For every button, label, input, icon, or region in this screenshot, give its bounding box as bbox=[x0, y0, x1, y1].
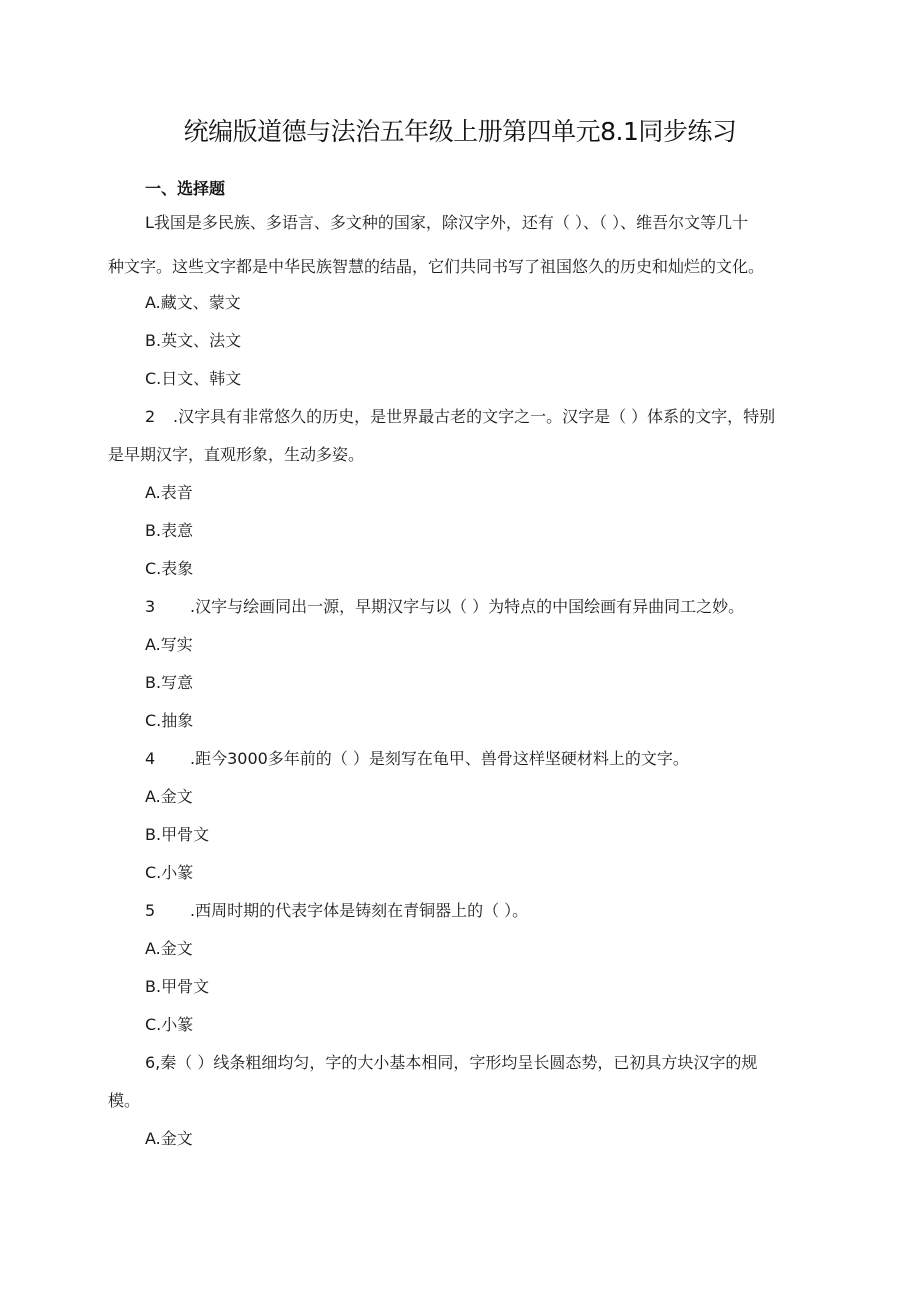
option-b: B.甲骨文 bbox=[145, 825, 210, 844]
question-1-line-2: 种文字。这些文字都是中华民族智慧的结晶，它们共同书写了祖国悠久的历史和灿烂的文化。 bbox=[108, 257, 765, 276]
question-number: 5 bbox=[145, 901, 156, 920]
question-text: .距今3000多年前的（ ）是刻写在龟甲、兽骨这样坚硬材料上的文字。 bbox=[190, 749, 689, 768]
question-6-line-1 bbox=[145, 1050, 757, 1073]
option-a: A.藏文、蒙文 bbox=[145, 293, 241, 312]
option-a: A.表音 bbox=[145, 483, 193, 502]
question-number: 4 bbox=[145, 749, 156, 768]
question-number: 2 bbox=[145, 407, 156, 426]
option-a: A.金文 bbox=[145, 1129, 193, 1148]
question-6-line-2: 模。 bbox=[108, 1091, 141, 1110]
question-text: .汉字具有非常悠久的历史，是世界最古老的文字之一。汉字是（ ）体系的文字，特别 bbox=[173, 407, 776, 426]
question-text: .西周时期的代表字体是铸刻在青铜器上的（ ）。 bbox=[190, 901, 529, 920]
question-2-line-2: 是早期汉字，直观形象，生动多姿。 bbox=[108, 445, 365, 464]
option-a: A.金文 bbox=[145, 939, 193, 958]
question-3-line-1 bbox=[145, 594, 744, 617]
question-text: 秦（ ）线条粗细均匀，字的大小基本相同，字形均呈长圆态势，已初具方块汉字的规 bbox=[160, 1053, 758, 1072]
question-4-line-1 bbox=[145, 746, 689, 769]
section-heading: 一、选择题 bbox=[145, 179, 226, 198]
question-5-line-1 bbox=[145, 898, 528, 921]
option-b: B.英文、法文 bbox=[145, 331, 242, 350]
question-1-line-1 bbox=[145, 210, 748, 233]
option-b: B.表意 bbox=[145, 521, 194, 540]
option-c: C.小篆 bbox=[145, 1015, 194, 1034]
option-a: A.金文 bbox=[145, 787, 193, 806]
option-c: C.抽象 bbox=[145, 711, 194, 730]
option-c: C.日文、韩文 bbox=[145, 369, 242, 388]
question-number: 3 bbox=[145, 597, 156, 616]
option-c: C.表象 bbox=[145, 559, 194, 578]
option-b: B.甲骨文 bbox=[145, 977, 210, 996]
question-number: L bbox=[145, 213, 154, 232]
option-b: B.写意 bbox=[145, 673, 194, 692]
option-a: A.写实 bbox=[145, 635, 193, 654]
question-text: 我国是多民族、多语言、多文种的国家，除汉字外，还有（ ）、（ ）、维吾尔文等几十 bbox=[153, 213, 749, 232]
question-text: .汉字与绘画同出一源，早期汉字与以（ ）为特点的中国绘画有异曲同工之妙。 bbox=[190, 597, 745, 616]
option-c: C.小篆 bbox=[145, 863, 194, 882]
page-title: 统编版道德与法治五年级上册第四单元8.1同步练习 bbox=[183, 117, 737, 146]
question-number: 6, bbox=[145, 1053, 161, 1072]
question-2-line-1 bbox=[145, 404, 775, 427]
